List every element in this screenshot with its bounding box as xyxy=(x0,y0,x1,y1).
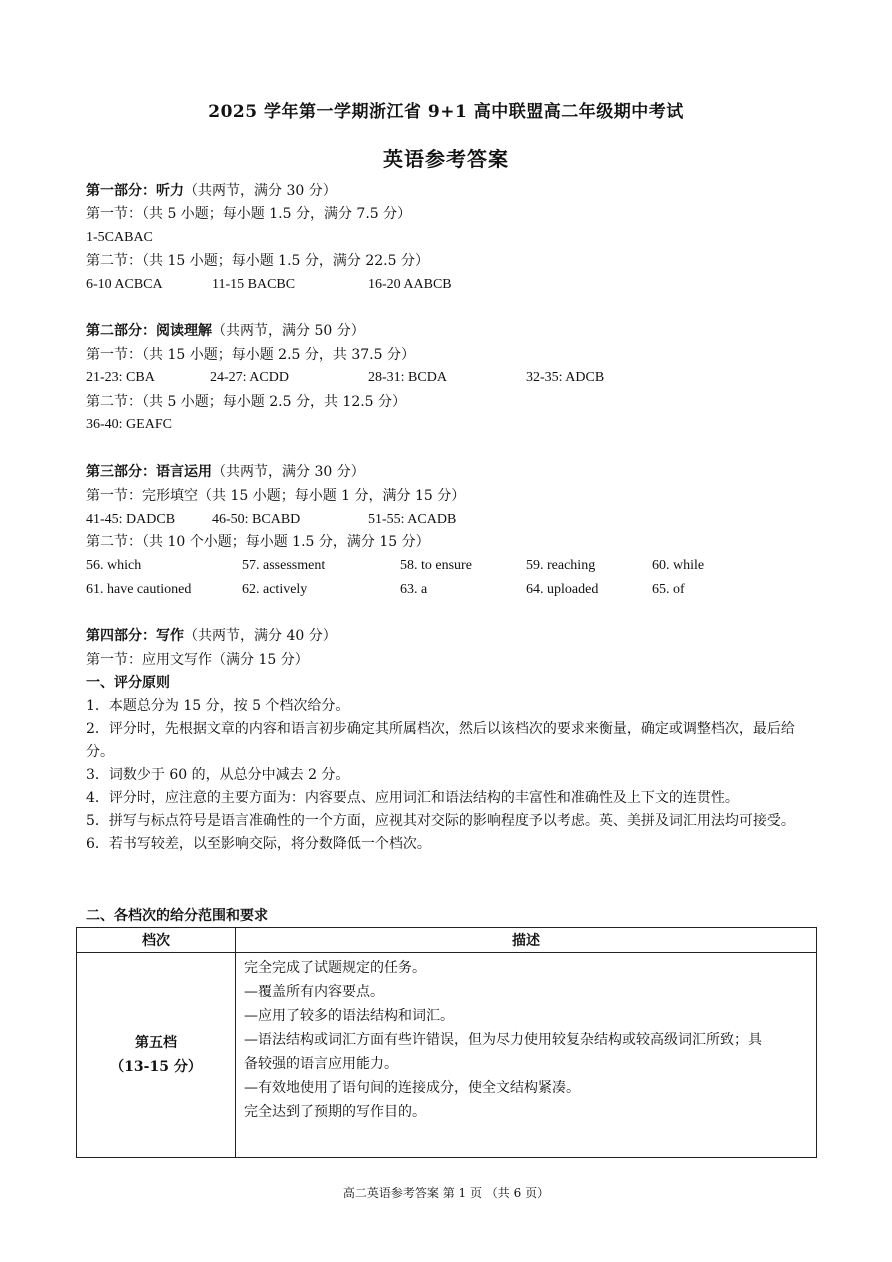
col-header-desc: 描述 xyxy=(236,928,817,953)
grammar-answer-62: 62. actively xyxy=(242,582,308,597)
document-subtitle: 英语参考答案 xyxy=(383,147,509,171)
part3-sec2-label: 第二节：（共 10 个小题；每小题 1.5 分，满分 15 分） xyxy=(86,534,430,550)
grammar-answer-64: 64. uploaded xyxy=(526,582,599,597)
desc-line: 备较强的语言应用能力。 xyxy=(244,1056,398,1072)
scoring-principles-list xyxy=(86,695,808,856)
level-name: 第五档 xyxy=(135,1035,177,1051)
part3-sec1-answer-1: 41-45: DADCB xyxy=(86,512,176,527)
part3-sec1-label: 第一节：完形填空（共 15 小题；每小题 1 分，满分 15 分） xyxy=(86,488,466,504)
grammar-answer-59: 59. reaching xyxy=(526,558,596,573)
part1-sec1-label: 第一节：（共 5 小题；每小题 1.5 分，满分 7.5 分） xyxy=(86,206,412,222)
grammar-answer-65: 65. of xyxy=(652,582,685,597)
part1-sec2-answer-2: 11-15 BACBC xyxy=(212,277,296,292)
principle-item: 6．若书写较差，以至影响交际，将分数降低一个档次。 xyxy=(86,836,431,852)
exam-title: 2025 学年第一学期浙江省 9+1 高中联盟高二年级期中考试 xyxy=(208,102,684,122)
desc-cell xyxy=(236,953,817,1158)
part3-sec1-answer-2: 46-50: BCABD xyxy=(212,512,301,527)
table-header-row xyxy=(77,928,817,953)
desc-line: 完全完成了试题规定的任务。 xyxy=(244,960,426,976)
grammar-answer-63: 63. a xyxy=(400,582,428,597)
part3-heading: 第三部分：语言运用 xyxy=(86,464,212,480)
part2-sec2-label: 第二节：（共 5 小题；每小题 2.5 分，共 12.5 分） xyxy=(86,394,407,410)
part2-sec1-answer-1: 21-23: CBA xyxy=(86,370,155,385)
grammar-answer-56: 56. which xyxy=(86,558,142,573)
grammar-answer-58: 58. to ensure xyxy=(400,558,472,573)
desc-line: —语法结构或词汇方面有些许错误，但为尽力使用较复杂结构或较高级词汇所致；具 xyxy=(244,1032,762,1048)
score-levels-table xyxy=(76,927,817,1158)
part1-heading: 第一部分：听力 xyxy=(86,183,184,199)
part2-sec1-label: 第一节：（共 15 小题；每小题 2.5 分，共 37.5 分） xyxy=(86,347,415,363)
part2-sec1-answer-4: 32-35: ADCB xyxy=(526,370,605,385)
part2-sec1-answer-3: 28-31: BCDA xyxy=(368,370,447,385)
part1-sec2-answer-1: 6-10 ACBCA xyxy=(86,277,163,292)
grammar-answer-57: 57. assessment xyxy=(242,558,326,573)
principle-item: 1．本题总分为 15 分，按 5 个档次给分。 xyxy=(86,698,350,714)
grammar-answer-61: 61. have cautioned xyxy=(86,582,192,597)
desc-line: 完全达到了预期的写作目的。 xyxy=(244,1104,426,1120)
part1-heading-note: （共两节，满分 30 分） xyxy=(184,183,337,199)
part2-heading-note: （共两节，满分 50 分） xyxy=(212,323,365,339)
part2-heading-line xyxy=(86,321,365,341)
principle-item: 4．评分时，应注意的主要方面为：内容要点、应用词汇和语法结构的丰富性和准确性及上下文的连贯性。 xyxy=(86,790,739,806)
part4-heading-line xyxy=(86,626,337,646)
scoring-principles-title: 一、评分原则 xyxy=(86,675,170,691)
part2-heading: 第二部分：阅读理解 xyxy=(86,323,212,339)
part4-sec1-label: 第一节：应用文写作（满分 15 分） xyxy=(86,652,309,668)
part2-sec2-answers: 36-40: GEAFC xyxy=(86,417,172,432)
table-row xyxy=(77,953,817,1158)
principle-item: 5．拼写与标点符号是语言准确性的一个方面，应视其对交际的影响程度予以考虑。英、美拼及词汇用法均可接受。 xyxy=(86,813,795,829)
col-header-level: 档次 xyxy=(77,928,236,953)
page-footer: 高二英语参考答案 第 1 页 （共 6 页） xyxy=(342,1186,550,1200)
principle-item: 2．评分时，先根据文章的内容和语言初步确定其所属档次，然后以该档次的要求来衡量，确定或调整档次，最后给分。 xyxy=(86,721,795,760)
part3-heading-note: （共两节，满分 30 分） xyxy=(212,464,365,480)
grammar-answer-60: 60. while xyxy=(652,558,705,573)
level-cell xyxy=(77,953,236,1158)
principle-item: 3．词数少于 60 的，从总分中减去 2 分。 xyxy=(86,767,350,783)
level-range: （13-15 分） xyxy=(110,1059,202,1075)
part1-sec1-answers: 1-5CABAC xyxy=(86,230,153,245)
part3-sec1-answer-3: 51-55: ACADB xyxy=(368,512,457,527)
part1-sec2-answer-3: 16-20 AABCB xyxy=(368,277,452,292)
part4-heading: 第四部分：写作 xyxy=(86,628,184,644)
desc-line: —应用了较多的语法结构和词汇。 xyxy=(244,1008,454,1024)
desc-line: —覆盖所有内容要点。 xyxy=(244,984,384,1000)
desc-line: —有效地使用了语句间的连接成分，使全文结构紧凑。 xyxy=(244,1080,580,1096)
part2-sec1-answer-2: 24-27: ACDD xyxy=(210,370,289,385)
score-levels-title: 二、各档次的给分范围和要求 xyxy=(86,908,268,924)
part3-heading-line xyxy=(86,462,365,482)
part1-heading-line xyxy=(86,181,337,201)
part1-sec2-label: 第二节：（共 15 小题；每小题 1.5 分，满分 22.5 分） xyxy=(86,253,429,269)
part4-heading-note: （共两节，满分 40 分） xyxy=(184,628,337,644)
